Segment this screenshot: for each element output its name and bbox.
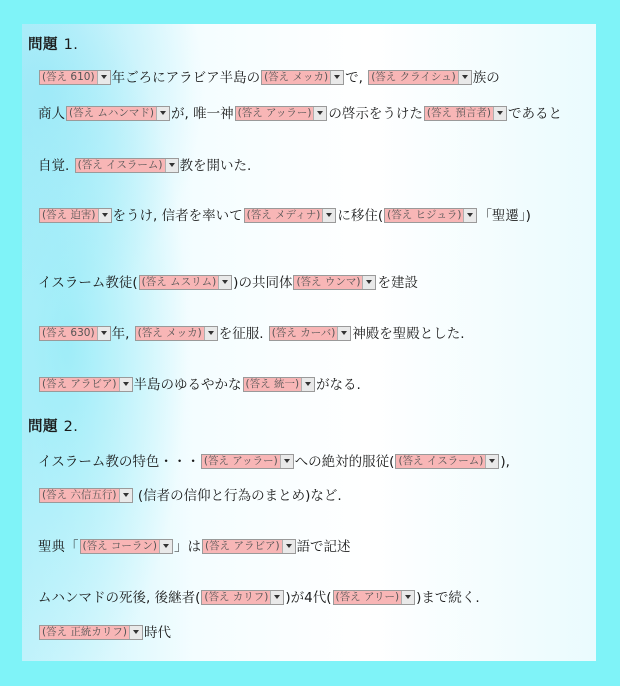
- q1-line-2: [38, 104, 578, 124]
- chevron-down-icon: [322, 209, 335, 222]
- text: 自覚.: [38, 158, 70, 174]
- q1-line-7: [38, 375, 361, 395]
- chevron-down-icon: [280, 455, 293, 468]
- answer-dropdown-value: (答え 610): [42, 70, 95, 83]
- chevron-down-icon: [337, 327, 350, 340]
- answer-dropdown-value: (答え コーラン): [82, 539, 158, 552]
- q1-line-1: [38, 68, 500, 88]
- answer-dropdown[interactable]: [39, 208, 112, 223]
- answer-dropdown-value: (答え メディナ): [246, 208, 321, 221]
- chevron-down-icon: [313, 107, 326, 120]
- text: を建設: [377, 275, 418, 291]
- answer-dropdown[interactable]: [244, 208, 337, 223]
- answer-dropdown-value: (答え クライシュ): [371, 70, 456, 83]
- chevron-down-icon: [463, 209, 476, 222]
- q1-line-4: [38, 206, 578, 226]
- text: が, 唯一神: [171, 106, 234, 122]
- text: 商人: [38, 106, 65, 122]
- text: 教を開いた.: [179, 158, 252, 174]
- chevron-down-icon: [119, 489, 132, 502]
- answer-dropdown[interactable]: [139, 275, 233, 290]
- answer-dropdown[interactable]: [424, 106, 507, 121]
- text: に移住(: [337, 208, 384, 224]
- text: がなる.: [316, 377, 361, 393]
- text: の啓示をうけた: [328, 106, 423, 122]
- text: 年,: [111, 326, 130, 342]
- text: 神殿を聖殿とした.: [352, 326, 465, 342]
- chevron-down-icon: [97, 71, 110, 84]
- answer-dropdown[interactable]: [384, 208, 477, 223]
- chevron-down-icon: [458, 71, 471, 84]
- answer-dropdown[interactable]: [269, 326, 352, 341]
- text: 」は: [174, 539, 202, 555]
- text: 族の: [472, 70, 500, 86]
- q1-line-6: [38, 324, 465, 344]
- answer-dropdown[interactable]: [395, 454, 499, 469]
- q1-line-3: [38, 156, 251, 176]
- chevron-down-icon: [129, 626, 142, 639]
- text: 時代: [144, 625, 172, 641]
- answer-dropdown-value: (答え 統一): [245, 377, 300, 390]
- answer-dropdown[interactable]: [333, 590, 416, 605]
- text: を征服.: [218, 326, 264, 342]
- text: ),: [500, 454, 510, 470]
- chevron-down-icon: [401, 591, 414, 604]
- answer-dropdown-value: (答え ムスリム): [141, 275, 217, 288]
- answer-dropdown-value: (答え ウンマ): [296, 275, 361, 288]
- quiz-panel: [22, 24, 596, 661]
- question-1-number: 1.: [63, 37, 79, 53]
- q2-line-1: [38, 452, 510, 472]
- chevron-down-icon: [493, 107, 506, 120]
- text: ムハンマドの死後, 後継者(: [38, 590, 201, 606]
- answer-dropdown-value: (答え カリフ): [204, 590, 269, 603]
- chevron-down-icon: [119, 378, 132, 391]
- answer-dropdown[interactable]: [261, 70, 344, 85]
- answer-dropdown-value: (答え アリー): [335, 590, 400, 603]
- q2-line-2: [38, 486, 342, 506]
- q2-line-4: [38, 588, 480, 608]
- answer-dropdown-value: (答え イスラーム): [398, 454, 484, 467]
- chevron-down-icon: [270, 591, 283, 604]
- answer-dropdown[interactable]: [135, 326, 218, 341]
- text: )の共同体: [233, 275, 293, 291]
- chevron-down-icon: [301, 378, 314, 391]
- answer-dropdown[interactable]: [39, 377, 133, 392]
- chevron-down-icon: [98, 209, 111, 222]
- chevron-down-icon: [362, 276, 375, 289]
- answer-dropdown-value: (答え ヒジュラ): [387, 208, 462, 221]
- text: 語で記述: [296, 539, 351, 555]
- answer-dropdown-value: (答え 正統カリフ): [42, 625, 128, 638]
- answer-dropdown-value: (答え 迫害): [42, 208, 96, 221]
- text: )が4代(: [285, 590, 332, 606]
- chevron-down-icon: [165, 159, 178, 172]
- chevron-down-icon: [156, 107, 169, 120]
- question-1-title: 問題: [28, 37, 58, 53]
- chevron-down-icon: [159, 540, 172, 553]
- answer-dropdown[interactable]: [39, 70, 111, 85]
- q2-line-3: [38, 537, 351, 557]
- answer-dropdown-value: (答え メッカ): [264, 70, 329, 83]
- answer-dropdown[interactable]: [80, 539, 174, 554]
- answer-dropdown[interactable]: [39, 326, 111, 341]
- q1-line-5: [38, 273, 418, 293]
- answer-dropdown[interactable]: [235, 106, 328, 121]
- answer-dropdown[interactable]: [66, 106, 170, 121]
- q2-line-5: [38, 623, 171, 643]
- text: イスラーム教徒(: [38, 275, 138, 291]
- chevron-down-icon: [204, 327, 217, 340]
- text: 聖典「: [38, 539, 79, 555]
- text: をうけ, 信者を率いて: [112, 208, 243, 224]
- chevron-down-icon: [97, 327, 110, 340]
- answer-dropdown-value: (答え アラビア): [42, 377, 117, 390]
- answer-dropdown[interactable]: [201, 454, 294, 469]
- answer-dropdown-value: (答え 預言者): [426, 106, 491, 119]
- question-2-heading: [28, 415, 78, 436]
- answer-dropdown[interactable]: [202, 539, 296, 554]
- question-2-title: 問題: [28, 419, 58, 435]
- answer-dropdown-value: (答え カーバ): [271, 326, 336, 339]
- text: で,: [345, 70, 363, 86]
- answer-dropdown[interactable]: [368, 70, 472, 85]
- chevron-down-icon: [485, 455, 498, 468]
- answer-dropdown-value: (答え 六信五行): [42, 488, 117, 501]
- text: 年ごろにアラビア半島の: [111, 70, 261, 86]
- question-2-number: 2.: [63, 419, 79, 435]
- chevron-down-icon: [282, 540, 295, 553]
- question-1-heading: [28, 33, 78, 54]
- answer-dropdown[interactable]: [243, 377, 316, 392]
- text: 「聖遷」): [478, 208, 531, 224]
- text: イスラーム教の特色・・・: [38, 454, 200, 470]
- answer-dropdown-value: (答え 630): [42, 326, 95, 339]
- text: 半島のゆるやかな: [133, 377, 242, 393]
- answer-dropdown[interactable]: [39, 488, 133, 503]
- text: であると: [507, 106, 562, 122]
- answer-dropdown[interactable]: [75, 158, 179, 173]
- answer-dropdown-value: (答え アラビア): [205, 539, 280, 552]
- answer-dropdown-value: (答え アッラー): [203, 454, 278, 467]
- answer-dropdown-value: (答え イスラーム): [77, 158, 163, 171]
- chevron-down-icon: [218, 276, 231, 289]
- answer-dropdown-value: (答え アッラー): [237, 106, 312, 119]
- text: )まで続く.: [416, 590, 480, 606]
- answer-dropdown[interactable]: [39, 625, 143, 640]
- answer-dropdown-value: (答え ムハンマド): [69, 106, 155, 119]
- text: (信者の信仰と行為のまとめ)など.: [137, 488, 342, 504]
- answer-dropdown[interactable]: [293, 275, 376, 290]
- text: への絶対的服従(: [294, 454, 395, 470]
- answer-dropdown[interactable]: [201, 590, 284, 605]
- answer-dropdown-value: (答え メッカ): [137, 326, 202, 339]
- chevron-down-icon: [330, 71, 343, 84]
